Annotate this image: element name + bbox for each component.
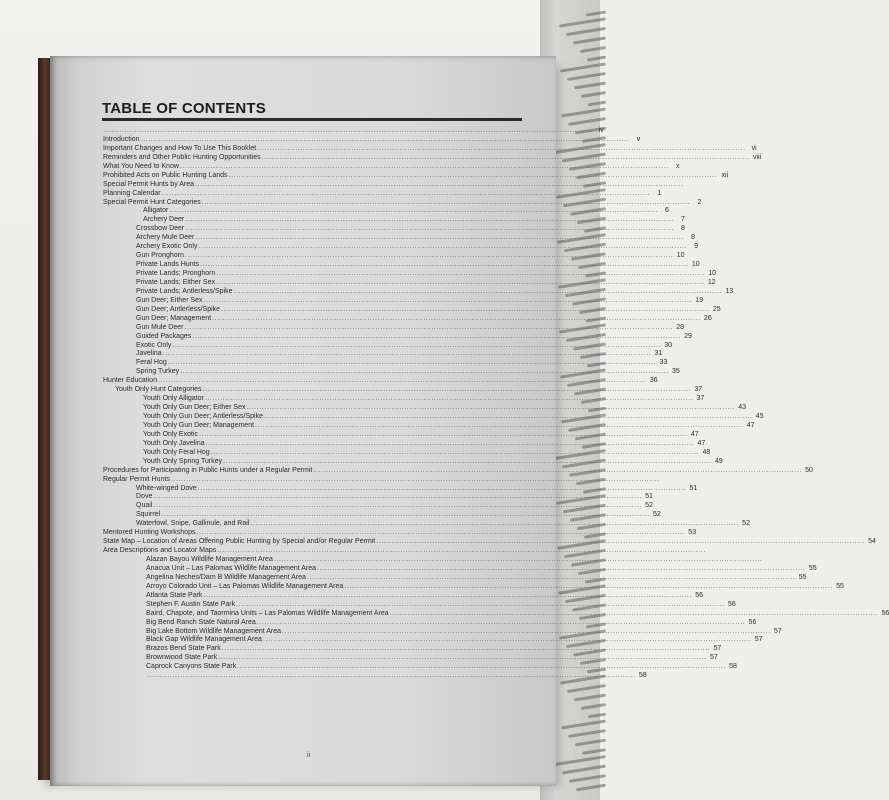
toc-entry-title: Brownwood State Park (146, 654, 218, 662)
adjacent-page-text-line (582, 748, 606, 755)
toc-entry-title: Big Bend Ranch State Natural Area (146, 618, 256, 626)
toc-entry (103, 287, 734, 297)
toc-entry-title: Youth Only Gun Deer; Antlerless/Spike (143, 413, 263, 420)
toc-entry-page: 49 (714, 457, 723, 465)
toc-entry-title: Gun Pronghorn (136, 252, 184, 260)
adjacent-page-text-line (576, 784, 606, 792)
toc-leader-dots: ................................................................................................................................................................................................ (153, 502, 642, 510)
toc-entry-title: Spring Turkey (136, 368, 180, 376)
toc-entry-title: Youth Only Feral Hog (143, 448, 210, 456)
toc-entry (103, 672, 647, 681)
toc-entry (103, 511, 661, 520)
toc-leader-dots: ................................................................................................................................................................................................ (204, 395, 694, 403)
toc-entry (103, 368, 680, 377)
toc-entry-page: 50 (805, 466, 813, 474)
toc-entry-page: 56 (881, 609, 889, 617)
toc-leader-dots: ................................................................................................................................................................................................ (212, 314, 701, 322)
toc-entry-title: Javelina (136, 350, 162, 358)
toc-entry-title: Important Changes and How To Use This Booklet (103, 144, 257, 152)
toc-entry-title: Private Lands Hunts (136, 261, 200, 269)
adjacent-page-text-line (567, 684, 606, 693)
toc-list (103, 127, 889, 681)
toc-entry (103, 645, 722, 654)
toc-entry-title: Youth Only Alligator (143, 395, 204, 403)
toc-entry-page: 48 (702, 448, 711, 456)
toc-entry (103, 243, 699, 252)
toc-entry (103, 270, 716, 279)
toc-entry-title: Youth Only Gun Deer; Either Sex (143, 404, 246, 412)
toc-leader-dots: ................................................................................................................................................................................................ (203, 591, 693, 599)
toc-leader-dots: ................................................................................................................................................................................................ (257, 144, 746, 152)
toc-entry (103, 654, 718, 663)
toc-entry-title: Youth Only Javelina (143, 439, 205, 447)
toc-leader-dots: ................................................................................................................................................................................................ (221, 305, 710, 313)
toc-leader-dots: ................................................................................................................................................................................................ (104, 127, 593, 134)
toc-entry-title: What You Need to Know (103, 162, 179, 170)
toc-entry-page: xii (721, 171, 729, 179)
toc-entry-title: White-winged Dove (136, 484, 197, 492)
toc-entry-title: Feral Hog (136, 359, 167, 367)
toc-entry (103, 341, 673, 351)
toc-entry (103, 413, 764, 422)
toc-leader-dots: ................................................................................................................................................................................................ (228, 171, 718, 179)
toc-entry-page: 36 (649, 377, 658, 385)
adjacent-page-text-line (580, 46, 606, 53)
toc-entry-title: Youth Only Hunt Categories (115, 386, 202, 394)
toc-entry (103, 305, 721, 315)
adjacent-page-text-line (586, 10, 606, 16)
toc-leader-dots: ................................................................................................................................................................................................ (196, 529, 686, 537)
toc-entry-page: 37 (696, 395, 705, 403)
toc-entry-title: Stephen F. Austin State Park (146, 600, 236, 608)
toc-leader-dots: ................................................................................................................................................................................................ (161, 189, 651, 197)
toc-entry-page: 37 (694, 386, 703, 394)
adjacent-page-text-line (574, 694, 606, 702)
toc-entry-title: Gun Deer; Either Sex (136, 296, 203, 304)
toc-leader-dots: ................................................................................................................................................................................................ (167, 359, 657, 367)
toc-leader-dots: ................................................................................................................................................................................................ (153, 493, 642, 501)
toc-entry-page: 43 (738, 404, 747, 412)
toc-leader-dots: ................................................................................................................................................................................................ (169, 207, 658, 215)
toc-entry (103, 359, 668, 368)
toc-leader-dots: ................................................................................................................................................................................................ (180, 368, 669, 376)
toc-leader-dots: ................................................................................................................................................................................................ (217, 547, 706, 555)
toc-entry-title: Exotic Only (136, 341, 172, 349)
toc-entry-page: x (676, 162, 680, 170)
toc-leader-dots: ................................................................................................................................................................................................ (184, 323, 674, 331)
toc-entry-title: Mentored Hunting Workshops (103, 529, 196, 537)
toc-entry (103, 395, 705, 404)
toc-entry (103, 430, 699, 440)
toc-entry-page: 51 (645, 493, 653, 501)
toc-leader-dots: ................................................................................................................................................................................................ (147, 672, 636, 680)
toc-entry-page: 55 (808, 564, 817, 572)
toc-entry-page: 55 (798, 573, 807, 581)
toc-entry-page: 57 (773, 627, 782, 635)
toc-entry (103, 135, 641, 145)
toc-entry-title: Planning Calendar (103, 189, 161, 197)
toc-entry (103, 189, 662, 199)
toc-entry-title: Arroyo Colorado Unit – Las Palomas Wildlife Management Area (146, 582, 344, 590)
adjacent-page-text-line (555, 755, 606, 766)
title-rule (102, 118, 522, 121)
toc-entry-page: 47 (690, 430, 699, 438)
toc-leader-dots: ................................................................................................................................................................................................ (202, 386, 692, 394)
toc-entry-page: 9 (694, 243, 699, 251)
toc-entry-title: Crossbow Deer (136, 225, 185, 233)
toc-entry (103, 475, 660, 485)
toc-entry-title: Gun Deer; Antlerless/Spike (136, 305, 221, 313)
toc-leader-dots: ................................................................................................................................................................................................ (376, 538, 865, 546)
toc-entry-title: State Map – Location of Areas Offering Public Hunting by Special and/or Regular Permit (103, 538, 376, 546)
toc-entry-page: 33 (659, 359, 668, 367)
toc-entry-page: 26 (703, 314, 712, 322)
adjacent-page-text-line (573, 36, 606, 44)
toc-leader-dots: ................................................................................................................................................................................................ (261, 153, 751, 161)
toc-entry-page: viii (753, 153, 762, 161)
toc-leader-dots: ................................................................................................................................................................................................ (246, 404, 736, 412)
toc-entry-page: 10 (708, 270, 716, 277)
toc-entry-page: 6 (665, 207, 669, 215)
adjacent-page-text-line (559, 17, 606, 27)
toc-leader-dots: ................................................................................................................................................................................................ (195, 234, 684, 242)
adjacent-page-text-line (567, 72, 606, 81)
toc-entry-page: 1 (657, 189, 662, 197)
toc-entry-page: 53 (688, 529, 697, 537)
toc-entry-title: Angelina Neches/Dam B Wildlife Management Area (146, 573, 306, 581)
toc-entry (103, 609, 889, 619)
toc-entry-title: Black Gap Wildlife Management Area (146, 636, 262, 644)
toc-entry-title: Waterfowl, Snipe, Gallinule, and Rail (136, 520, 250, 528)
toc-entry-page: iv (598, 127, 604, 134)
toc-leader-dots: ................................................................................................................................................................................................ (197, 484, 687, 492)
toc-entry (103, 466, 813, 476)
toc-entry-title: Alazan Bayou Wildlife Management Area (146, 556, 273, 563)
toc-entry-title: Gun Mule Deer (136, 323, 184, 331)
toc-entry-page: 57 (713, 645, 722, 653)
toc-entry-page: 47 (697, 439, 706, 447)
toc-entry (103, 332, 692, 342)
toc-entry-title: Reminders and Other Public Hunting Opportunities (103, 153, 261, 161)
toc-entry-title: Gun Deer; Management (136, 314, 212, 322)
toc-entry-page: 58 (638, 672, 647, 680)
toc-leader-dots: ................................................................................................................................................................................................ (162, 350, 652, 358)
toc-entry-page: 58 (729, 663, 737, 671)
toc-entry (103, 162, 680, 172)
toc-leader-dots: ................................................................................................................................................................................................ (192, 332, 681, 340)
toc-leader-dots: ................................................................................................................................................................................................ (199, 430, 688, 438)
toc-entry (103, 502, 653, 511)
toc-entry-page: 45 (755, 413, 764, 420)
toc-entry (103, 314, 712, 324)
toc-entry (103, 225, 685, 234)
toc-entry (103, 573, 807, 583)
toc-leader-dots: ................................................................................................................................................................................................ (282, 627, 771, 635)
toc-leader-dots: ................................................................................................................................................................................................ (185, 216, 674, 224)
toc-entry-page: 57 (754, 636, 763, 644)
toc-entry-title: Youth Only Gun Deer; Management (143, 421, 255, 429)
adjacent-page-text-line (568, 117, 606, 126)
toc-entry (103, 377, 658, 386)
toc-entry (103, 234, 695, 243)
toc-entry-title: Hunter Education (103, 377, 158, 385)
toc-entry (103, 520, 750, 529)
toc-leader-dots: ................................................................................................................................................................................................ (184, 252, 674, 260)
toc-leader-dots: ................................................................................................................................................................................................ (172, 341, 662, 349)
toc-entry (103, 207, 669, 216)
toc-entry-title: Introduction (103, 135, 140, 143)
toc-leader-dots: ................................................................................................................................................................................................ (216, 278, 705, 286)
toc-entry-title: Alligator (143, 207, 169, 215)
toc-entry (103, 350, 663, 359)
toc-leader-dots: ................................................................................................................................................................................................ (256, 618, 746, 626)
toc-entry (103, 663, 737, 672)
toc-leader-dots: ................................................................................................................................................................................................ (262, 636, 752, 644)
adjacent-page-text-line (575, 739, 606, 747)
toc-entry-title: Guided Packages (136, 332, 192, 340)
toc-leader-dots: ................................................................................................................................................................................................ (198, 243, 688, 251)
adjacent-page-text-line (574, 82, 606, 90)
toc-entry (103, 127, 604, 136)
adjacent-page-text-line (566, 27, 606, 36)
adjacent-page-text-line (588, 101, 606, 107)
adjacent-page-text-line (562, 765, 606, 775)
toc-leader-dots: ................................................................................................................................................................................................ (263, 413, 753, 420)
toc-entry-title: Prohibited Acts on Public Hunting Lands (103, 171, 228, 179)
adjacent-page-text-line (561, 719, 606, 729)
toc-entry-page: 8 (691, 234, 695, 242)
toc-entry (103, 564, 817, 574)
toc-leader-dots: ................................................................................................................................................................................................ (221, 645, 711, 653)
toc-entry-page: 56 (748, 618, 757, 626)
toc-leader-dots: ................................................................................................................................................................................................ (140, 135, 630, 143)
toc-entry-title: Squirrel (136, 511, 161, 519)
toc-entry (103, 386, 703, 395)
toc-entry (103, 216, 685, 225)
toc-leader-dots: ................................................................................................................................................................................................ (250, 520, 739, 528)
toc-entry (103, 323, 685, 333)
toc-entry (103, 493, 653, 502)
toc-entry-title: Dove (136, 493, 153, 501)
toc-leader-dots: ................................................................................................................................................................................................ (306, 573, 796, 581)
toc-entry-title: Private Lands; Pronghorn (136, 270, 216, 277)
toc-entry (103, 529, 697, 538)
toc-entry-title: Procedures for Participating in Public Hunts under a Regular Permit (103, 466, 313, 474)
toc-entry (103, 198, 702, 208)
adjacent-page-text-line (581, 703, 606, 710)
toc-leader-dots: ................................................................................................................................................................................................ (237, 663, 726, 671)
toc-entry (103, 582, 844, 592)
toc-entry-title: Archery Deer (143, 216, 185, 224)
toc-entry-page: 8 (680, 225, 685, 233)
toc-entry (103, 538, 876, 547)
toc-entry-title: Regular Permit Hunts (103, 475, 170, 483)
toc-entry-title: Anacua Unit – Las Palomas Wildlife Management Area (146, 564, 317, 572)
toc-leader-dots: ................................................................................................................................................................................................ (389, 609, 879, 617)
toc-entry (103, 171, 729, 181)
toc-entry (103, 144, 757, 154)
toc-entry-title: Private Lands; Either Sex (136, 278, 215, 286)
toc-leader-dots: ................................................................................................................................................................................................ (210, 448, 700, 456)
toc-leader-dots: ................................................................................................................................................................................................ (255, 421, 744, 429)
toc-entry-page: 51 (689, 484, 698, 492)
booklet-page (50, 56, 889, 786)
toc-entry-title: Baird, Chapote, and Taormina Units – Las Palomas Wildlife Management Area (146, 609, 389, 617)
toc-entry (103, 636, 763, 645)
toc-entry-page: 31 (654, 350, 663, 358)
toc-entry-page: v (636, 135, 641, 143)
toc-entry-page: 47 (746, 421, 755, 429)
adjacent-page-text-line (568, 729, 606, 738)
toc-entry-page: 13 (725, 287, 734, 295)
toc-entry (103, 627, 782, 637)
adjacent-page-text-line (588, 713, 606, 719)
toc-entry-title: Quail (136, 502, 153, 510)
toc-entry-page: 28 (676, 323, 685, 331)
toc-entry-page: 55 (836, 582, 844, 590)
toc-leader-dots: ................................................................................................................................................................................................ (218, 654, 707, 662)
toc-entry (103, 180, 684, 190)
toc-leader-dots: ................................................................................................................................................................................................ (195, 180, 684, 188)
toc-entry-page: 52 (645, 502, 653, 510)
toc-entry (103, 153, 762, 163)
toc-entry-title: Youth Only Exotic (143, 430, 198, 438)
toc-entry-page: 25 (712, 305, 721, 313)
page-title: TABLE OF CONTENTS (102, 100, 266, 117)
toc-leader-dots: ................................................................................................................................................................................................ (233, 287, 723, 295)
toc-entry-page: 2 (697, 198, 702, 206)
toc-leader-dots: ................................................................................................................................................................................................ (179, 162, 669, 170)
toc-entry-page: 12 (707, 278, 716, 286)
toc-leader-dots: ................................................................................................................................................................................................ (200, 261, 689, 269)
adjacent-page-text-line (581, 91, 606, 98)
toc-leader-dots: ................................................................................................................................................................................................ (201, 198, 691, 206)
toc-entry (103, 591, 704, 601)
toc-entry-title: Special Permit Hunt Categories (103, 198, 201, 206)
toc-leader-dots: ................................................................................................................................................................................................ (185, 225, 674, 233)
toc-entry (103, 547, 706, 556)
toc-entry (103, 278, 716, 288)
toc-entry-title: Special Permit Hunts by Area (103, 180, 195, 188)
adjacent-page-text-line (587, 56, 606, 62)
toc-entry-title: Big Lake Bottom Wildlife Management Area (146, 627, 282, 635)
toc-entry-page: 19 (695, 296, 704, 304)
toc-leader-dots: ................................................................................................................................................................................................ (313, 466, 802, 474)
toc-entry-page: 52 (742, 520, 750, 528)
toc-entry-page: 52 (652, 511, 661, 519)
toc-entry (103, 600, 736, 610)
toc-leader-dots: ................................................................................................................................................................................................ (170, 475, 660, 483)
toc-leader-dots: ................................................................................................................................................................................................ (273, 556, 763, 563)
toc-entry (103, 252, 685, 261)
toc-leader-dots: ................................................................................................................................................................................................ (344, 582, 833, 590)
toc-entry (103, 556, 763, 565)
toc-entry (103, 484, 698, 494)
toc-entry-page: 10 (676, 252, 685, 260)
toc-entry-page: 30 (664, 341, 673, 349)
toc-entry-page: 56 (727, 600, 736, 608)
toc-entry-title: Atlanta State Park (146, 591, 203, 599)
toc-entry-page: 54 (868, 538, 876, 546)
toc-entry-title: Brazos Bend State Park (146, 645, 221, 653)
toc-leader-dots: ................................................................................................................................................................................................ (216, 270, 705, 277)
toc-entry (103, 421, 755, 431)
toc-leader-dots: ................................................................................................................................................................................................ (317, 564, 806, 572)
toc-entry (103, 404, 747, 413)
toc-entry-page: 29 (684, 332, 692, 340)
toc-entry-page: 56 (695, 591, 704, 599)
adjacent-page-text-line (560, 62, 606, 72)
toc-entry-title: Caprock Canyons State Park (146, 663, 237, 671)
toc-leader-dots: ................................................................................................................................................................................................ (161, 511, 650, 519)
toc-entry-page: 10 (691, 261, 700, 269)
toc-entry (103, 457, 723, 467)
toc-entry (103, 439, 706, 449)
toc-entry-page: vi (751, 144, 757, 152)
toc-leader-dots: ................................................................................................................................................................................................ (203, 296, 693, 304)
toc-entry (103, 296, 704, 306)
toc-entry-title: Archery Mule Deer (136, 234, 195, 242)
toc-entry (103, 261, 700, 270)
toc-entry-page: 7 (680, 216, 685, 224)
toc-entry (103, 618, 757, 628)
toc-leader-dots: ................................................................................................................................................................................................ (158, 377, 647, 385)
adjacent-page-text-line (569, 774, 606, 783)
toc-leader-dots: ................................................................................................................................................................................................ (223, 457, 712, 465)
toc-entry-title: Youth Only Spring Turkey (143, 457, 223, 465)
toc-entry (103, 448, 711, 458)
page-number: ii (307, 752, 311, 759)
toc-entry-title: Private Lands; Antlerless/Spike (136, 287, 233, 295)
toc-entry-page: 57 (710, 654, 718, 662)
toc-entry-title: Archery Exotic Only (136, 243, 198, 251)
toc-entry-title: Area Descriptions and Locator Maps (103, 547, 217, 555)
toc-leader-dots: ................................................................................................................................................................................................ (236, 600, 725, 608)
toc-entry-page: 35 (672, 368, 680, 376)
adjacent-page-text-line (561, 107, 606, 117)
toc-leader-dots: ................................................................................................................................................................................................ (205, 439, 695, 447)
